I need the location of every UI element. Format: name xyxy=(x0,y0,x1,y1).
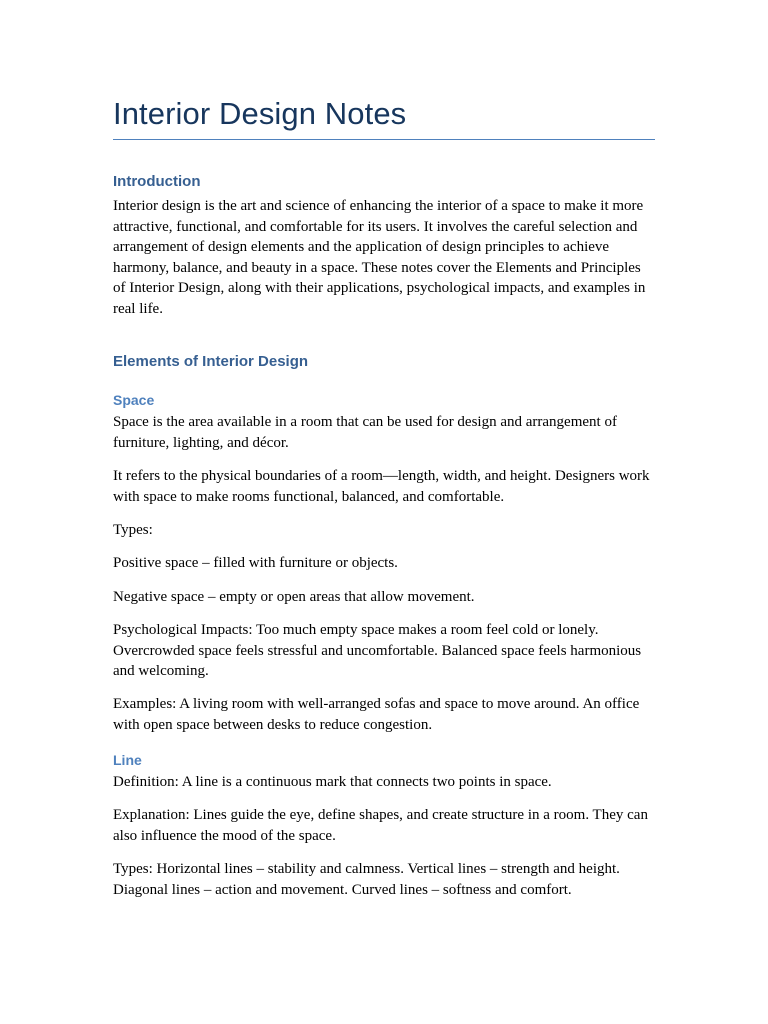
space-definition-paragraph: Space is the area available in a room that can be used for design and arrangement of furniture, lighting, and décor. xyxy=(113,414,617,451)
page-title: Interior Design Notes xyxy=(113,96,407,131)
line-types-paragraph: Types: Horizontal lines – stability and calmness. Vertical lines – strength and height. Diagonal lines – action and movement. Curved lines – softness and comfort. xyxy=(113,861,620,898)
space-psychological-paragraph: Psychological Impacts: Too much empty space makes a room feel cold or lonely. Overcrowded space feels stressful and uncomfortable. Balanced space feels harmonious and welcoming. xyxy=(113,622,642,679)
introduction-heading: Introduction xyxy=(113,173,201,190)
line-heading: Line xyxy=(113,752,142,768)
introduction-paragraph: Interior design is the art and science of enhancing the interior of a space to make it more attractive, functional, and comfortable for its users. It involves the careful selection and arrangement of design elements and the application of design principles to achieve harmony, balance, and beauty in a space. These notes cover the Elements and Principles of Interior Design, along with their applications, psychological impacts, and examples in real life. xyxy=(113,198,646,317)
space-boundaries-paragraph: It refers to the physical boundaries of a room—length, width, and height. Designers work with space to make rooms functional, balanced, and comfortable. xyxy=(113,468,650,505)
space-heading: Space xyxy=(113,392,155,408)
space-types-label: Types: xyxy=(113,522,153,538)
elements-heading: Elements of Interior Design xyxy=(113,353,309,370)
positive-space-item: Positive space – filled with furniture or objects. xyxy=(113,555,398,571)
line-explanation-paragraph: Explanation: Lines guide the eye, define shapes, and create structure in a room. They can also influence the mood of the space. xyxy=(113,807,648,844)
title-underline xyxy=(113,139,655,140)
negative-space-item: Negative space – empty or open areas that allow movement. xyxy=(113,589,475,605)
line-definition-paragraph: Definition: A line is a continuous mark that connects two points in space. xyxy=(113,774,552,790)
space-examples-paragraph: Examples: A living room with well-arranged sofas and space to move around. An office with open space between desks to reduce congestion. xyxy=(113,696,640,733)
